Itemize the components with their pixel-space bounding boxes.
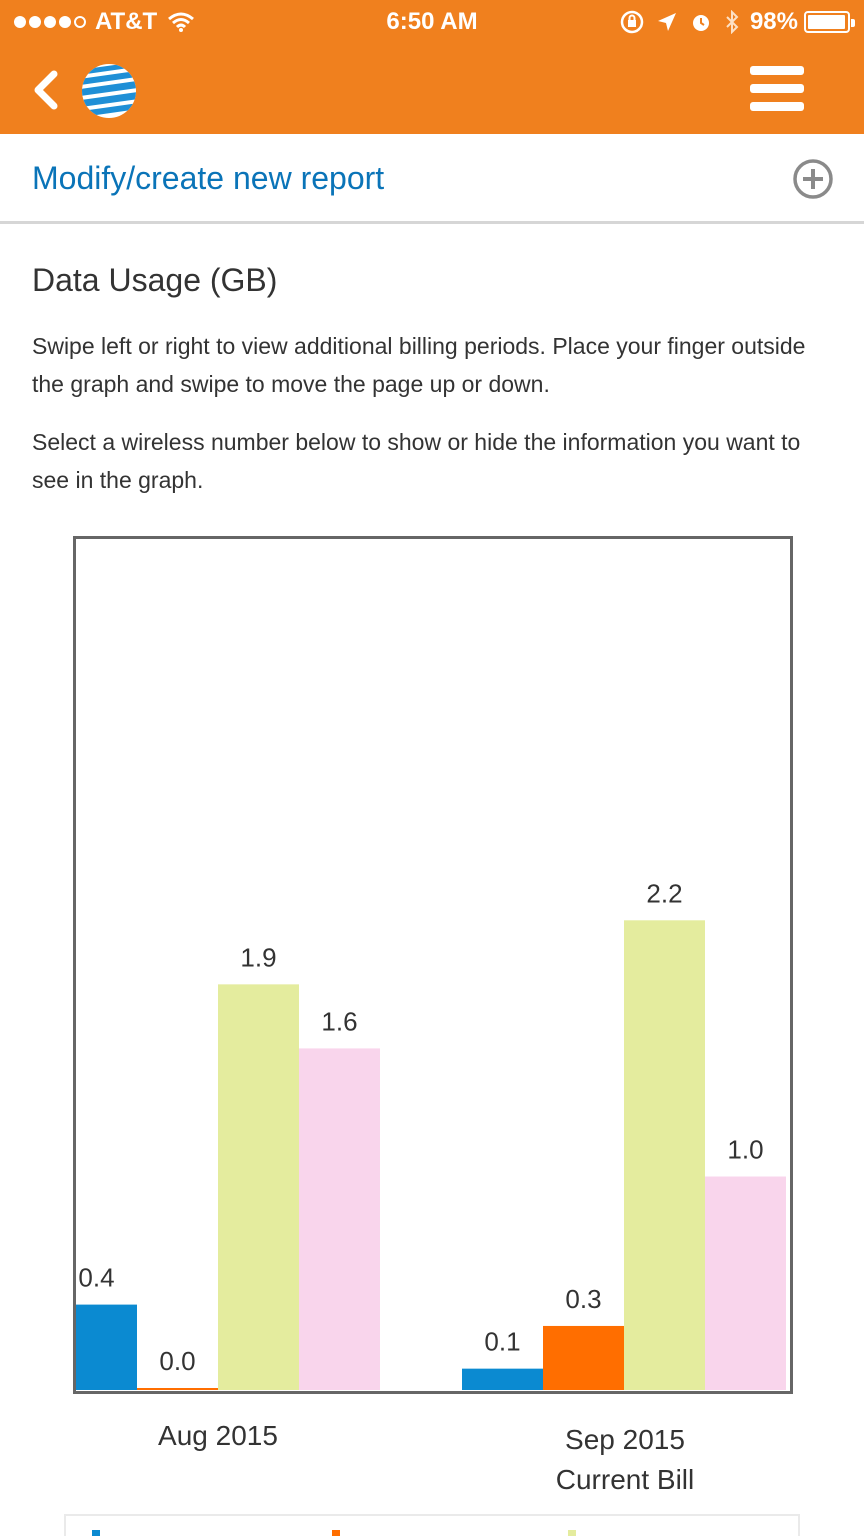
bar-series1-cat2[interactable] [462,1369,543,1390]
data-label: 1.6 [321,1006,358,1037]
chart-svg [73,536,793,1394]
legend-swatch-1[interactable] [92,1530,100,1536]
x-tick-line: Current Bill [555,1464,695,1495]
chart-legend[interactable] [64,1514,800,1536]
plus-circle-icon[interactable] [792,158,834,200]
bar-series2-cat2[interactable] [543,1326,624,1390]
section-title: Data Usage (GB) [32,262,278,298]
att-globe-icon[interactable] [80,62,138,120]
legend-swatch-3[interactable] [568,1530,576,1536]
x-tick-label-sep [525,1420,725,1500]
legend-swatch-2[interactable] [332,1530,340,1536]
data-label: 0.1 [484,1326,521,1357]
x-tick-label-aug [118,1420,318,1452]
hamburger-menu-icon[interactable] [750,66,804,112]
nav-bar [0,44,864,134]
data-label: 2.2 [646,878,683,909]
battery-icon [804,11,850,33]
app-header [0,0,864,134]
x-tick-line: Sep 2015 [565,1424,685,1455]
bar-series3-cat2[interactable] [624,920,705,1390]
modify-report-row[interactable] [0,134,864,224]
bar-series1-cat1[interactable] [73,1305,137,1390]
data-label: 0.3 [565,1283,602,1314]
bluetooth-icon [724,10,740,34]
data-usage-chart[interactable] [73,536,793,1394]
battery-percent: 98% [749,8,798,35]
bar-series2-cat1[interactable] [137,1388,218,1390]
data-label: 0.0 [159,1346,196,1376]
data-label: 1.9 [240,942,277,973]
orientation-lock-icon [620,10,644,34]
x-tick-line: Aug 2015 [158,1420,278,1451]
status-bar [0,0,864,44]
instruction-select: Select a wireless number below to show or hide the information you want to see in the graph. [32,429,801,493]
location-arrow-icon [656,11,678,33]
bar-series3-cat1[interactable] [218,984,299,1390]
back-button[interactable] [26,68,66,112]
status-time: 6:50 AM [386,8,478,35]
carrier-name: AT&T [95,8,158,35]
alarm-icon [690,11,712,33]
bar-series4-cat2[interactable] [705,1177,786,1391]
status-right [620,8,850,36]
data-label: 1.0 [727,1134,764,1165]
modify-report-link[interactable]: Modify/create new report [32,160,385,196]
data-label: 0.4 [78,1262,115,1293]
bar-series4-cat1[interactable] [299,1048,380,1390]
instruction-swipe: Swipe left or right to view additional billing periods. Place your finger outside the graph and swipe to move the page up or down. [32,333,806,397]
